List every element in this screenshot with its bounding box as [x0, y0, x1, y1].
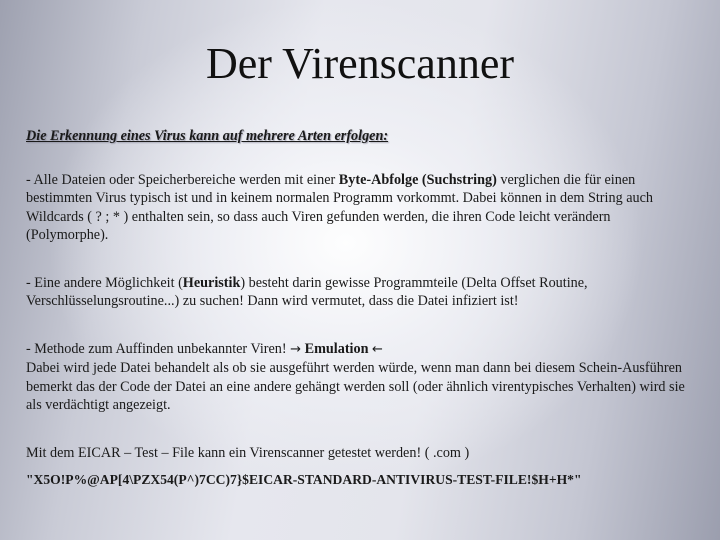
- eicar-test-string: "X5O!P%@AP[4\PZX54(P^)7CC)7}$EICAR-STANDARD-ANTIVIRUS-TEST-FILE!$H+H*": [26, 472, 582, 487]
- slide-title: Der Virenscanner: [205, 39, 515, 88]
- term-emulation: Emulation: [304, 340, 369, 357]
- paragraph-byte-sequence: [26, 171, 696, 245]
- lead-heading: Die Erkennung eines Virus kann auf mehrere Arten erfolgen:: [26, 128, 389, 144]
- term-heuristics: Heuristik: [182, 274, 241, 291]
- term-byte-sequence: Byte-Abfolge (Suchstring): [338, 171, 497, 188]
- arrow-left-icon: ←: [372, 341, 383, 357]
- arrow-right-icon: →: [290, 341, 302, 357]
- paragraph-text: - Alle Dateien oder Speicherbereiche werden mit einer: [26, 171, 339, 188]
- paragraph-text: - Methode zum Auffinden unbekannter Viren!: [26, 340, 291, 357]
- paragraph-emulation: [26, 340, 696, 415]
- slide-content: [26, 127, 696, 490]
- paragraph-eicar: Mit dem EICAR – Test – File kann ein Virenscanner getestet werden! ( .com ): [26, 444, 470, 461]
- paragraph-heuristics: [26, 274, 696, 311]
- paragraph-text: verglichen die für einen bestimmten Virus typisch ist und in keinem normalen Programm vorkommt. Dabei können in dem String auch Wildcards ( ? ; * ) enthalten sein, so dass auch Viren gefunden werden, die ihren Code leicht verändern (Polymorphe).: [26, 171, 653, 243]
- paragraph-text: Dabei wird jede Datei behandelt als ob sie ausgeführt werden würde, wenn man dann bei diesem Schein-Ausführen bemerkt das der Code der Datei an eine andere gehängt werden soll (oder ähnlich virentypisches Verhalten) wird sie als verdächtigt angezeigt.: [26, 360, 685, 413]
- paragraph-text: ) besteht darin gewisse Programmteile (Delta Offset Routine, Verschlüsselungsroutine...) zu suchen! Dann wird vermutet, dass die Datei infiziert ist!: [26, 274, 588, 309]
- paragraph-text: - Eine andere Möglichkeit (: [26, 274, 183, 291]
